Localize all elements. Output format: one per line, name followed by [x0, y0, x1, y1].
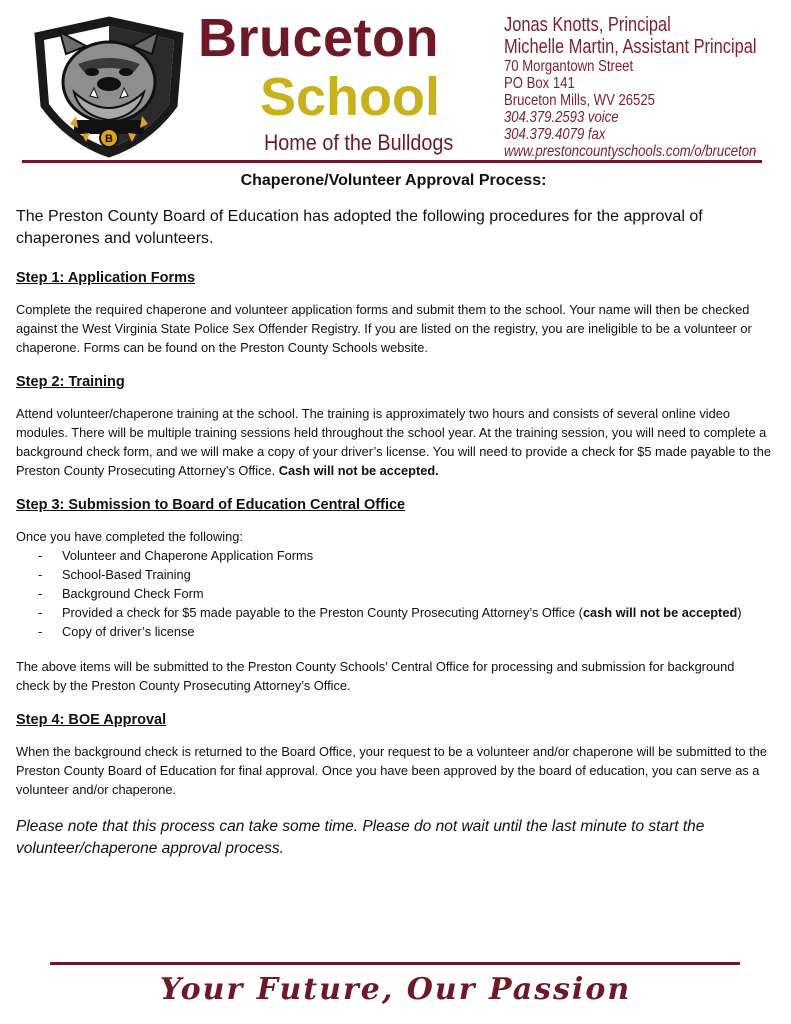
phone-voice: 304.379.2593 voice: [504, 109, 619, 126]
header-divider: [22, 160, 762, 163]
list-item: - Copy of driver’s license: [38, 624, 195, 639]
website-link[interactable]: www.prestoncountyschools.com/o/bruceton: [504, 143, 757, 160]
bullet-dash: -: [38, 605, 43, 620]
bullet-dash: -: [38, 567, 43, 582]
bullet-dash: -: [38, 586, 43, 601]
item4-cash-warning: cash will not be accepted: [582, 605, 738, 620]
bullet-dash: -: [38, 624, 43, 639]
school-name-block: [198, 8, 498, 156]
step4-body: When the background check is returned to the Board Office, your request to be a volunteer and/or chaperone will be submitted to the Preston County Board of Education for final approval. Once you have been approved by the board of education, you can serve as a volunteer and/or chaperone.: [16, 744, 767, 797]
document-title: Chaperone/Volunteer Approval Process:: [240, 172, 547, 189]
street-address: 70 Morgantown Street: [504, 58, 634, 75]
footer-motto: Your Future, Our Passion: [159, 972, 632, 1007]
svg-text:B: B: [105, 133, 113, 145]
city-state-zip: Bruceton Mills, WV 26525: [504, 92, 655, 109]
step2-heading: Step 2: Training: [16, 374, 125, 390]
step2-cash-warning: Cash will not be accepted.: [278, 463, 439, 478]
list-item: - Volunteer and Chaperone Application Forms: [38, 548, 314, 563]
step2-body: [16, 404, 771, 480]
letterhead: [0, 0, 791, 170]
step3-checklist: [16, 546, 771, 641]
bullet-dash: -: [38, 548, 43, 563]
step4-heading: Step 4: BOE Approval: [16, 712, 167, 728]
school-name-line2: School: [260, 67, 441, 127]
closing-note: Please note that this process can take some time. Please do not wait until the last minute to start the volunteer/chaperone approval process.: [16, 818, 705, 857]
document-body: [16, 172, 771, 860]
step1-heading: Step 1: Application Forms: [16, 270, 196, 286]
phone-fax: 304.379.4079 fax: [504, 126, 606, 143]
assistant-principal-name: Michelle Martin, Assistant Principal: [504, 36, 757, 58]
step3-body: The above items will be submitted to the Preston County Schools’ Central Office for processing and submission for background check by the Preston County Prosecuting Attorney’s Office.: [16, 659, 735, 693]
list-item: - Provided a check for $5 made payable to the Preston County Prosecuting Attorney’s Office (cash will not be accepted): [38, 605, 742, 620]
contact-block: [504, 14, 756, 160]
step3-lead: Once you have completed the following:: [16, 529, 243, 544]
footer-divider: [50, 962, 740, 965]
po-box: PO Box 141: [504, 75, 575, 92]
step1-body: Complete the required chaperone and volunteer application forms and submit them to the school. Your name will then be checked against the West Virginia State Police Sex Offender Registry. If you are listed on the registry, you are ineligible to be a volunteer or chaperone. Forms can be found on the Preston County Schools website.: [16, 302, 752, 355]
step2-text: Attend volunteer/chaperone training at the school. The training is approximately two hours and consists of several online video modules. There will be multiple training sessions held throughout the school year. At the training session, you will need to complete a background check form, and we will make a copy of your driver’s license. You will need to provide a check for $5 made payable to the Preston County Prosecuting Attorney’s Office.: [16, 406, 771, 478]
bulldog-logo: [30, 12, 188, 160]
step3-heading: Step 3: Submission to Board of Education Central Office: [16, 497, 406, 513]
school-tagline: Home of the Bulldogs: [264, 130, 454, 155]
school-name-line1: Bruceton: [198, 8, 440, 68]
list-item: - School-Based Training: [38, 567, 191, 582]
list-item: - Background Check Form: [38, 586, 204, 601]
intro-paragraph: The Preston County Board of Education has adopted the following procedures for the approval of chaperones and volunteers.: [16, 208, 703, 247]
principal-name: Jonas Knotts, Principal: [504, 14, 671, 36]
